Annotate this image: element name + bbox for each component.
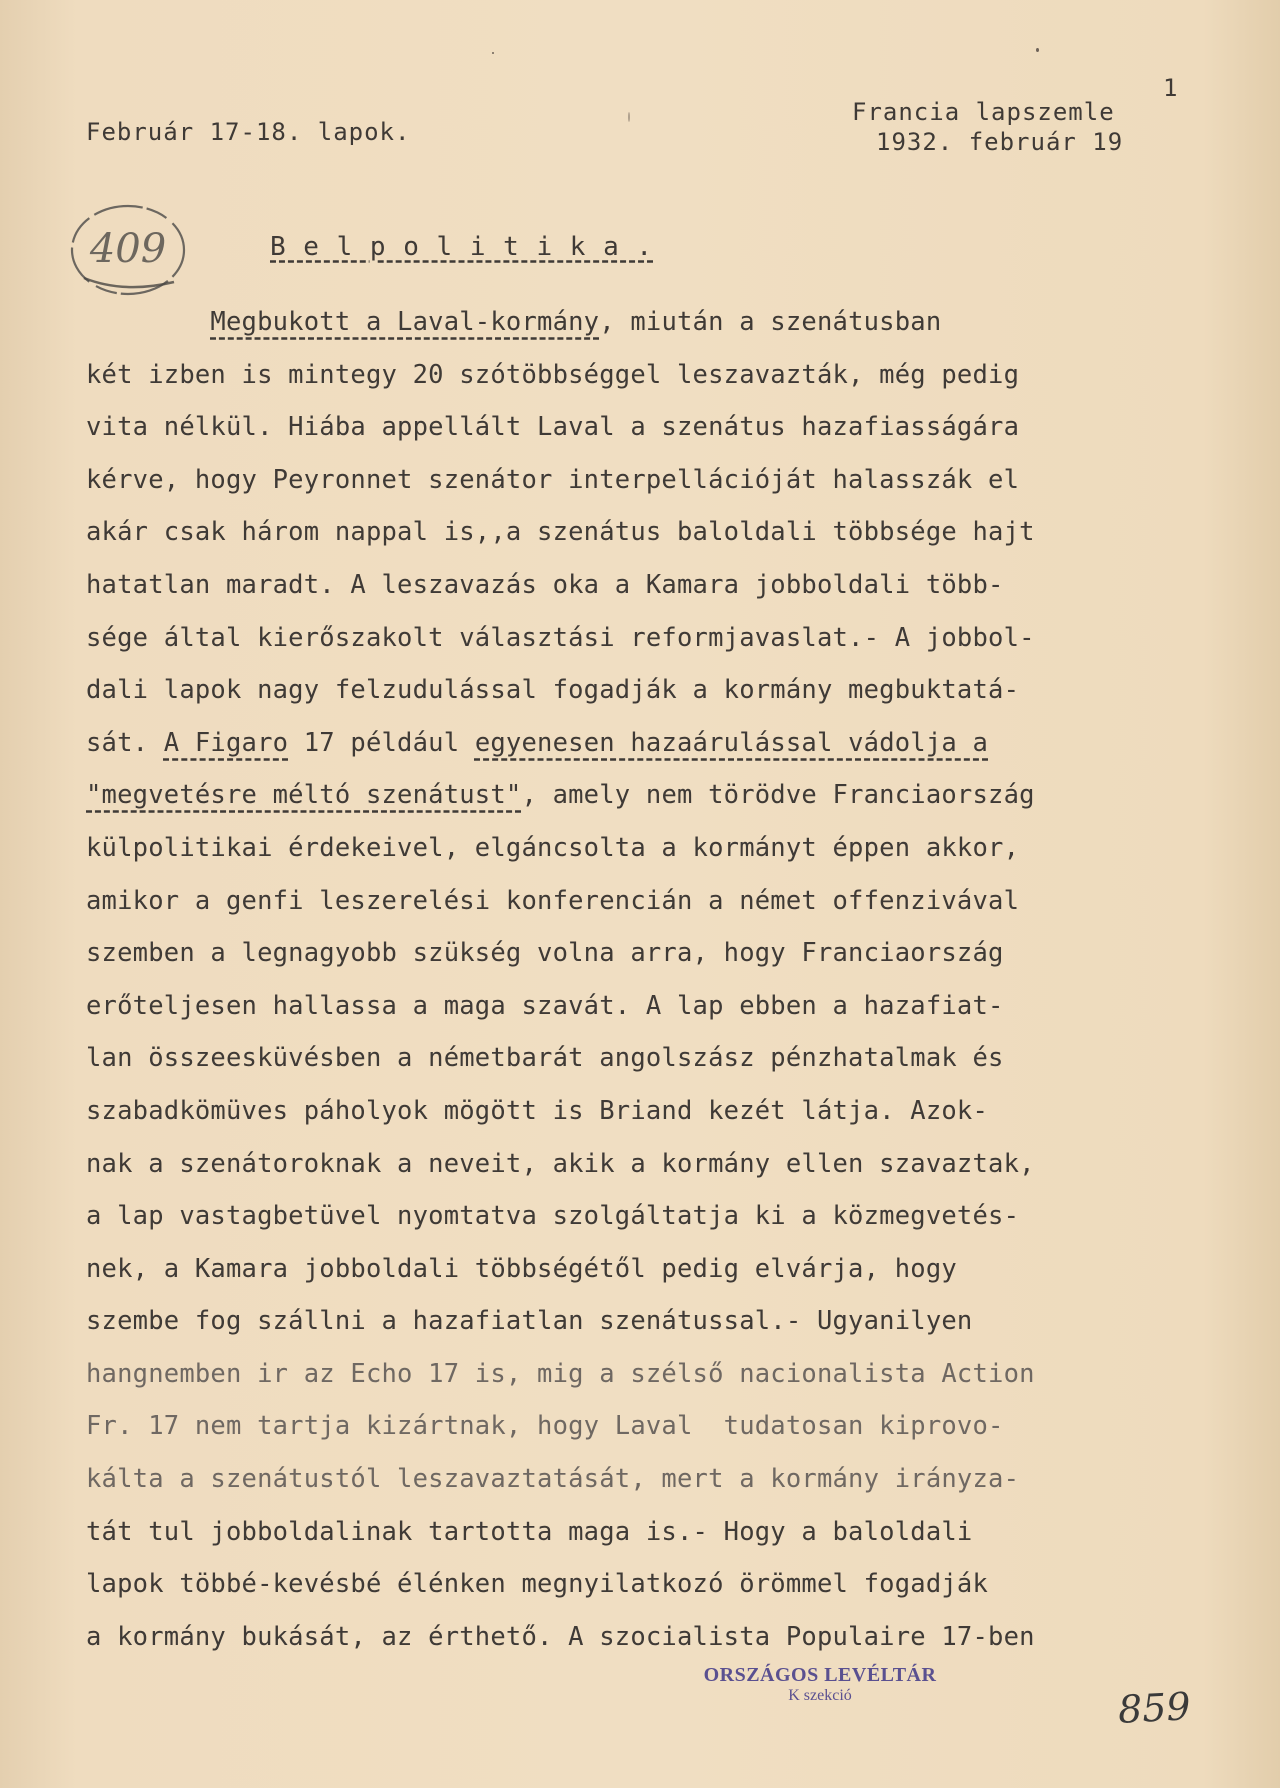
text-run: , miután a szenátusban <box>599 307 942 337</box>
text-run: lan összeesküvésben a németbarát angolszász pénzhatalmak és <box>86 1043 1004 1074</box>
archive-stamp-section: K szekció <box>788 1687 852 1704</box>
underlined-text: A Figaro <box>163 727 289 758</box>
text-line <box>86 1032 1236 1085</box>
text-run: két izben is mintegy 20 szótöbbséggel leszavazták, még pedig <box>86 359 1020 390</box>
text-line <box>86 769 1236 822</box>
text-line <box>86 296 1236 349</box>
text-line <box>86 1506 1236 1559</box>
text-line <box>86 1295 1236 1348</box>
text-line <box>86 401 1236 454</box>
text-line <box>86 875 1236 928</box>
text-line <box>86 927 1236 980</box>
text-run: sát. <box>86 727 164 758</box>
text-run: szemben a legnagyobb szükség volna arra, hogy Franciaország <box>86 938 1004 969</box>
text-line <box>86 717 1236 770</box>
archive-stamp-name: ORSZÁGOS LEVÉLTÁR <box>703 1664 937 1686</box>
text-run: kálta a szenátustól leszavaztatását, mert a kormány irányza- <box>86 1464 1020 1495</box>
text-line <box>86 1085 1236 1138</box>
text-run: a kormány bukását, az érthető. A szocialista Populaire 17-ben <box>86 1621 1035 1652</box>
header-left-date: Február 17-18. lapok. <box>86 118 411 146</box>
text-run: vita nélkül. Hiába appellált Laval a szenátus hazafiasságára <box>86 412 1020 443</box>
header-right-title: Francia lapszemle <box>852 98 1115 126</box>
text-run: külpolitikai érdekeivel, elgáncsolta a kormányt éppen akkor, <box>86 832 1020 863</box>
circled-stamp-number <box>64 198 194 306</box>
text-run: akár csak három nappal is,,a szenátus baloldali többsége hajt <box>86 517 1035 548</box>
text-run: , amely nem törödve Franciaország <box>521 780 1035 811</box>
text-line <box>86 664 1236 717</box>
text-run: sége által kierőszakolt választási reformjavaslat.- A jobbol- <box>86 622 1035 653</box>
text-run: amikor a genfi leszerelési konferencián a német offenzivával <box>86 885 1020 916</box>
text-line <box>86 506 1236 559</box>
text-line <box>86 454 1236 507</box>
underlined-text: egyenesen hazaárulással vádolja a <box>474 727 989 758</box>
handwritten-page-number: 859 <box>1116 1684 1192 1732</box>
text-line <box>86 1138 1236 1191</box>
paper-speck <box>1036 48 1039 52</box>
text-line <box>86 1558 1236 1611</box>
text-run: a lap vastagbetüvel nyomtatva szolgáltatja ki a közmegvetés- <box>86 1201 1020 1232</box>
text-line <box>86 822 1236 875</box>
text-line <box>86 1400 1236 1453</box>
text-line <box>86 1453 1236 1506</box>
underlined-text: "megvetésre méltó szenátust" <box>86 780 522 811</box>
underlined-text: Megbukott a Laval-kormány <box>210 307 600 337</box>
archive-stamp <box>700 1664 940 1705</box>
text-run: szembe fog szállni a hazafiatlan szenátussal.- Ugyanilyen <box>86 1306 973 1337</box>
text-run: lapok többé-kevésbé élénken megnyilatkozó örömmel fogadják <box>86 1569 989 1600</box>
text-run: tát tul jobboldalinak tartotta maga is.- Hogy a baloldali <box>86 1516 973 1547</box>
text-run: hangnemben ir az Echo 17 is, mig a szélső nacionalista Action <box>86 1358 1035 1389</box>
paper-speck <box>628 112 630 122</box>
document-body <box>86 296 1236 1663</box>
text-line <box>86 1243 1236 1296</box>
text-run <box>86 307 210 337</box>
stamp-number-text: 409 <box>89 226 167 272</box>
text-line <box>86 1190 1236 1243</box>
text-line <box>86 980 1236 1033</box>
text-line <box>86 612 1236 665</box>
paper-speck <box>492 52 494 54</box>
text-line <box>86 1611 1236 1664</box>
text-run: 17 például <box>288 727 475 758</box>
header-right-date: 1932. február 19 <box>876 128 1124 156</box>
text-line <box>86 559 1236 612</box>
text-run: nek, a Kamara jobboldali többségétől pedig elvárja, hogy <box>86 1253 957 1284</box>
text-run: Fr. 17 nem tartja kizártnak, hogy Laval tudatosan kiprovo- <box>86 1411 1004 1442</box>
text-run: nak a szenátoroknak a neveit, akik a kormány ellen szavaztak, <box>86 1148 1035 1179</box>
text-run: hatatlan maradt. A leszavazás oka a Kamara jobboldali több- <box>86 569 1004 600</box>
text-run: szabadkömüves páholyok mögött is Briand kezét látja. Azok- <box>86 1095 989 1126</box>
text-line <box>86 349 1236 402</box>
section-title: B e l p o l i t i k a . <box>270 232 654 262</box>
text-run: dali lapok nagy felzudulással fogadják a kormány megbuktatá- <box>86 675 1020 706</box>
page-number: 1 <box>1163 74 1178 102</box>
text-run: kérve, hogy Peyronnet szenátor interpellációját halasszák el <box>86 464 1020 495</box>
text-run: erőteljesen hallassa a maga szavát. A lap ebben a hazafiat- <box>86 990 1004 1021</box>
text-line <box>86 1348 1236 1401</box>
